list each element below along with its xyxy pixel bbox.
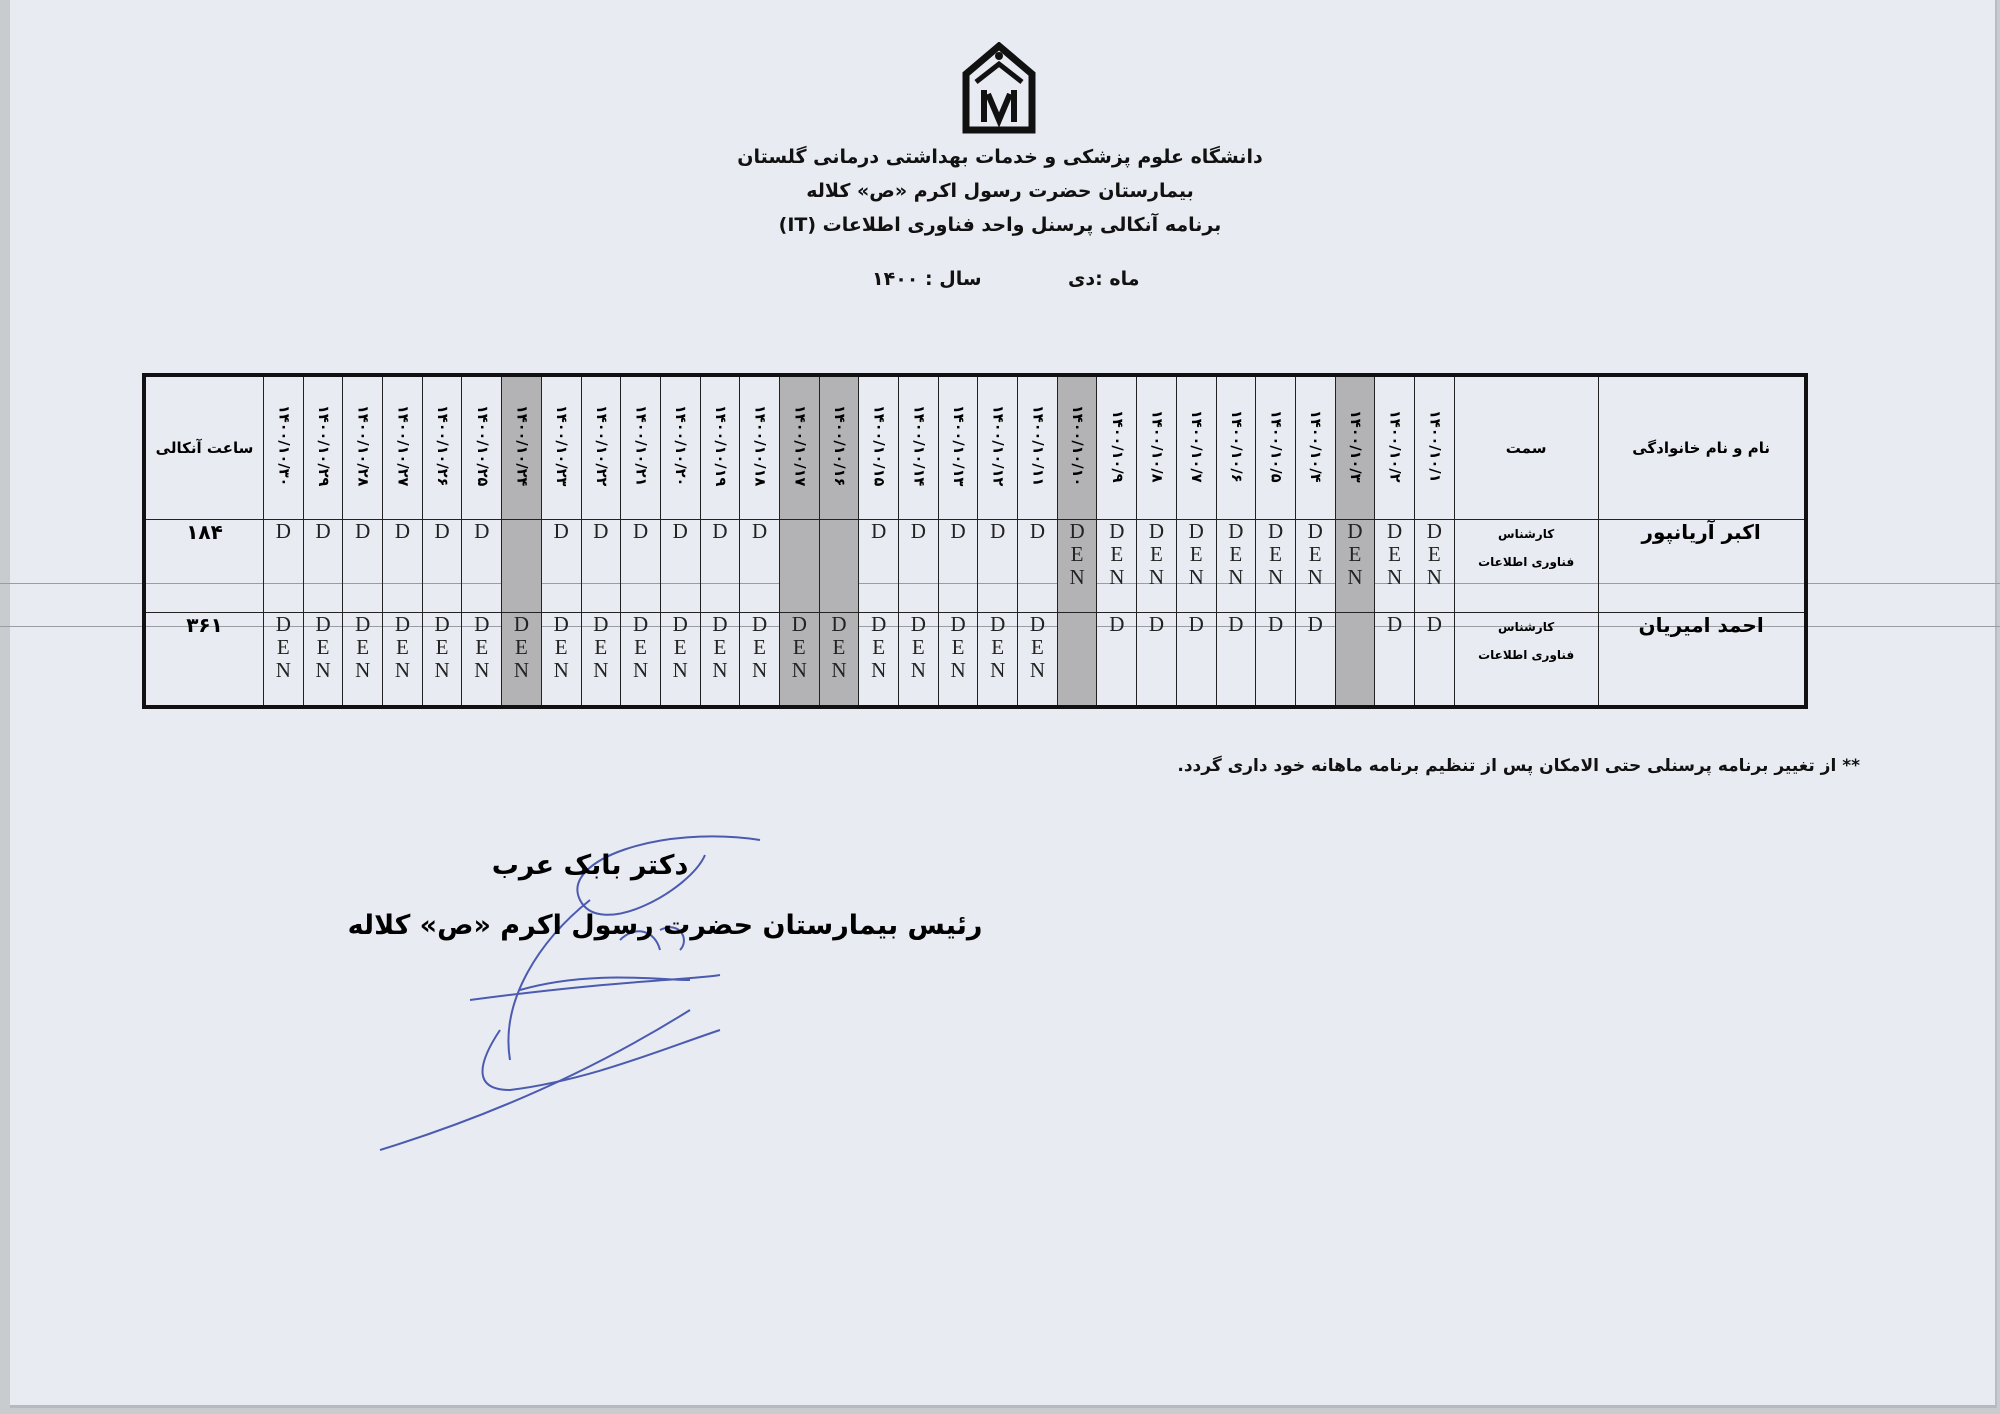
shift-code: D — [712, 519, 728, 543]
date-column-header — [581, 375, 621, 520]
role-line: فناوری اطلاعات — [1478, 555, 1575, 569]
employee-name: اکبر آریانپور — [1598, 520, 1806, 613]
shift-cell — [1097, 613, 1137, 708]
shift-cell — [303, 613, 343, 708]
role-column-header: سمت — [1454, 375, 1598, 520]
shift-cell — [700, 613, 740, 708]
shift-cell — [1414, 520, 1454, 613]
date-label: ۱۴۰۰/۱۰/۲۰ — [672, 405, 689, 487]
date-label: ۱۴۰۰/۱۰/۵ — [1267, 409, 1284, 483]
date-label: ۱۴۰۰/۱۰/۲۳ — [553, 405, 570, 487]
table-header-row — [144, 375, 1806, 520]
shift-code: D — [1228, 519, 1244, 543]
shift-code: D — [752, 519, 768, 543]
shift-code: D — [1426, 612, 1442, 636]
shift-code: E — [1388, 542, 1401, 566]
shift-cell — [819, 613, 859, 708]
university-logo-icon — [958, 42, 1040, 134]
shift-code: D — [275, 612, 291, 636]
shift-cell — [1256, 613, 1296, 708]
shift-code: D — [752, 612, 768, 636]
shift-code: N — [910, 658, 926, 682]
shift-code: N — [672, 658, 688, 682]
date-column-header — [1335, 375, 1375, 520]
shift-code: D — [1347, 519, 1363, 543]
shift-cell — [899, 613, 939, 708]
shift-code: D — [474, 612, 490, 636]
shift-cell — [1018, 520, 1058, 613]
shift-cell — [779, 520, 819, 613]
hospital-title: بیمارستان حضرت رسول اکرم «ص» کلاله — [806, 180, 1194, 202]
shift-code: D — [355, 612, 371, 636]
shift-cell — [1176, 613, 1216, 708]
shift-code: D — [1387, 519, 1403, 543]
shift-code: E — [1229, 542, 1243, 566]
shift-cell — [462, 520, 502, 613]
on-call-schedule-table — [142, 373, 1808, 709]
date-column-header — [343, 375, 383, 520]
signatory-name: دکتر بابک عرب — [491, 850, 689, 881]
role-line: کارشناس — [1498, 527, 1555, 541]
shift-code: E — [673, 635, 687, 659]
date-column-header — [978, 375, 1018, 520]
shift-cell — [1375, 613, 1415, 708]
shift-code: E — [435, 635, 449, 659]
date-column-header — [700, 375, 740, 520]
shift-cell — [1295, 613, 1335, 708]
date-column-header — [1295, 375, 1335, 520]
shift-code: N — [950, 658, 966, 682]
date-column-header — [819, 375, 859, 520]
shift-code: D — [1029, 519, 1045, 543]
date-column-header — [502, 375, 542, 520]
shift-code: E — [1030, 635, 1044, 659]
shift-cell — [264, 613, 304, 708]
shift-code: D — [315, 612, 331, 636]
shift-cell — [1097, 520, 1137, 613]
shift-code: D — [394, 612, 410, 636]
shift-code: N — [1267, 565, 1284, 589]
shift-code: D — [434, 612, 450, 636]
date-column-header — [938, 375, 978, 520]
on-call-hours: ۱۸۴ — [144, 520, 264, 613]
shift-code: E — [1189, 542, 1203, 566]
shift-code: E — [594, 635, 608, 659]
shift-code: N — [831, 658, 847, 682]
shift-cell — [1057, 520, 1097, 613]
shift-code: N — [632, 658, 649, 682]
shift-code: N — [593, 658, 609, 682]
date-label: ۱۴۰۰/۱۰/۲۶ — [434, 405, 451, 487]
shift-code: D — [1307, 612, 1323, 636]
shift-code: D — [553, 519, 569, 543]
shift-cell — [621, 520, 661, 613]
date-column-header — [1018, 375, 1058, 520]
shift-cell — [1335, 613, 1375, 708]
shift-code: E — [753, 635, 766, 659]
shift-code: N — [1109, 565, 1125, 589]
shift-code: E — [554, 635, 568, 659]
date-label: ۱۴۰۰/۱۰/۱۴ — [910, 405, 927, 487]
date-label: ۱۴۰۰/۱۰/۲۸ — [354, 405, 371, 487]
shift-code: D — [1109, 612, 1125, 636]
shift-code: D — [1387, 612, 1403, 636]
shift-code: D — [315, 519, 331, 543]
date-label: ۱۴۰۰/۱۰/۱۸ — [751, 405, 768, 487]
shift-cell — [1057, 613, 1097, 708]
shift-code: E — [1269, 542, 1282, 566]
shift-code: D — [871, 519, 887, 543]
shift-code: D — [1188, 612, 1204, 636]
date-column-header — [1216, 375, 1256, 520]
date-label: ۱۴۰۰/۱۰/۲۱ — [632, 405, 649, 487]
shift-code: D — [672, 519, 688, 543]
shift-code: D — [910, 612, 926, 636]
shift-cell — [660, 520, 700, 613]
shift-code: E — [872, 635, 886, 659]
date-label: ۱۴۰۰/۱۰/۱۱ — [1029, 405, 1046, 487]
shift-code: D — [1109, 519, 1125, 543]
shift-code: D — [355, 519, 371, 543]
shift-code: E — [991, 635, 1005, 659]
date-column-header — [541, 375, 581, 520]
shift-cell — [660, 613, 700, 708]
shift-code: N — [434, 658, 450, 682]
shift-code: E — [1308, 542, 1322, 566]
date-column-header — [621, 375, 661, 520]
date-label: ۱۴۰۰/۱۰/۲ — [1386, 409, 1403, 483]
employee-role — [1454, 520, 1598, 613]
shift-code: N — [513, 658, 530, 682]
shift-cell — [422, 613, 462, 708]
shift-code: D — [632, 612, 649, 636]
shift-cell — [978, 520, 1018, 613]
shift-cell — [581, 520, 621, 613]
shift-code: D — [434, 519, 450, 543]
shift-cell — [1018, 613, 1058, 708]
date-column-header — [859, 375, 899, 520]
shift-cell — [581, 613, 621, 708]
shift-code: N — [1188, 565, 1204, 589]
shift-code: D — [1267, 519, 1284, 543]
date-column-header — [264, 375, 304, 520]
shift-cell — [303, 520, 343, 613]
shift-cell — [1295, 520, 1335, 613]
date-column-header — [899, 375, 939, 520]
hours-column-header: ساعت آنکالی — [144, 375, 264, 520]
shift-code: E — [1427, 542, 1441, 566]
shift-cell — [383, 613, 423, 708]
date-label: ۱۴۰۰/۱۰/۹ — [1108, 409, 1125, 483]
shift-code: D — [275, 519, 291, 543]
shift-code: N — [1307, 565, 1323, 589]
shift-cell — [1137, 520, 1177, 613]
shift-cell — [938, 613, 978, 708]
shift-code: N — [752, 658, 768, 682]
shift-cell — [779, 613, 819, 708]
date-label: ۱۴۰۰/۱۰/۲۷ — [394, 405, 411, 487]
shift-code: D — [672, 612, 688, 636]
role-line: کارشناس — [1498, 620, 1555, 634]
shift-code: D — [553, 612, 569, 636]
shift-code: E — [951, 635, 965, 659]
program-title: برنامه آنکالی پرسنل واحد فناوری اطلاعات (IT) — [778, 214, 1222, 236]
date-column-header — [1256, 375, 1296, 520]
date-label: ۱۴۰۰/۱۰/۲۹ — [315, 405, 332, 487]
shift-code: E — [395, 635, 409, 659]
shift-cell — [541, 613, 581, 708]
shift-code: N — [394, 658, 410, 682]
date-column-header — [740, 375, 780, 520]
shift-code: E — [792, 635, 806, 659]
date-label: ۱۴۰۰/۱۰/۱۶ — [830, 405, 847, 487]
shift-code: E — [911, 635, 925, 659]
shift-code: N — [474, 658, 490, 682]
shift-code: E — [276, 635, 290, 659]
shift-code: D — [1267, 612, 1284, 636]
shift-code: N — [791, 658, 807, 682]
shift-code: E — [713, 635, 727, 659]
date-label: ۱۴۰۰/۱۰/۳۰ — [275, 405, 292, 487]
shift-code: N — [315, 658, 331, 682]
shift-code: N — [1029, 658, 1045, 682]
shift-cell — [502, 520, 542, 613]
date-label: ۱۴۰۰/۱۰/۸ — [1148, 409, 1165, 483]
name-column-header: نام و نام خانوادگی — [1598, 375, 1806, 520]
shift-cell — [859, 613, 899, 708]
shift-code: E — [475, 635, 489, 659]
shift-code: E — [316, 635, 330, 659]
shift-cell — [1216, 520, 1256, 613]
document-header — [0, 140, 2000, 242]
shift-code: D — [950, 519, 966, 543]
date-label: ۱۴۰۰/۱۰/۱۹ — [711, 405, 728, 487]
shift-cell — [1414, 613, 1454, 708]
shift-code: D — [990, 612, 1006, 636]
date-column-header — [779, 375, 819, 520]
shift-code: N — [1069, 565, 1085, 589]
date-label: ۱۴۰۰/۱۰/۱۵ — [870, 405, 887, 487]
month-label: ماه :دی — [1068, 268, 1140, 290]
shift-code: D — [871, 612, 887, 636]
shift-cell — [938, 520, 978, 613]
date-column-header — [383, 375, 423, 520]
date-column-header — [1375, 375, 1415, 520]
shift-cell — [1335, 520, 1375, 613]
shift-code: E — [1110, 542, 1124, 566]
shift-code: N — [1347, 565, 1363, 589]
date-label: ۱۴۰۰/۱۰/۴ — [1307, 409, 1324, 483]
shift-code: D — [1188, 519, 1204, 543]
shift-cell — [740, 613, 780, 708]
shift-code: E — [356, 635, 370, 659]
shift-cell — [541, 520, 581, 613]
date-column-header — [1057, 375, 1097, 520]
shift-code: D — [791, 612, 807, 636]
shift-code: D — [950, 612, 966, 636]
shift-code: D — [1029, 612, 1045, 636]
shift-code: N — [712, 658, 728, 682]
shift-code: E — [832, 635, 846, 659]
shift-cell — [1176, 520, 1216, 613]
shift-code: N — [1426, 565, 1442, 589]
shift-code: D — [394, 519, 410, 543]
date-column-header — [1414, 375, 1454, 520]
shift-cell — [740, 520, 780, 613]
shift-cell — [1256, 520, 1296, 613]
date-label: ۱۴۰۰/۱۰/۱۲ — [989, 405, 1006, 487]
shift-code: D — [910, 519, 926, 543]
shift-code: N — [1387, 565, 1403, 589]
shift-cell — [899, 520, 939, 613]
date-column-header — [1176, 375, 1216, 520]
date-column-header — [303, 375, 343, 520]
shift-code: N — [871, 658, 887, 682]
shift-code: E — [1150, 542, 1163, 566]
date-column-header — [1137, 375, 1177, 520]
shift-code: D — [632, 519, 649, 543]
date-column-header — [660, 375, 700, 520]
date-label: ۱۴۰۰/۱۰/۲۴ — [513, 405, 530, 487]
shift-code: E — [1348, 542, 1362, 566]
date-label: ۱۴۰۰/۱۰/۲۵ — [473, 405, 490, 487]
date-label: ۱۴۰۰/۱۰/۱۷ — [791, 405, 808, 487]
shift-code: E — [1070, 542, 1084, 566]
shift-cell — [383, 520, 423, 613]
date-label: ۱۴۰۰/۱۰/۱ — [1426, 409, 1443, 483]
shift-cell — [264, 520, 304, 613]
date-column-header — [1097, 375, 1137, 520]
shift-code: N — [1148, 565, 1165, 589]
date-label: ۱۴۰۰/۱۰/۱۳ — [950, 405, 967, 487]
schedule-note: ** از تغییر برنامه پرسنلی حتی الامکان پس از تنظیم برنامه ماهانه خود داری گردد. — [1177, 756, 1860, 776]
date-label: ۱۴۰۰/۱۰/۷ — [1188, 409, 1205, 483]
shift-cell — [621, 613, 661, 708]
shift-code: D — [474, 519, 490, 543]
shift-code: D — [990, 519, 1006, 543]
shift-code: N — [275, 658, 291, 682]
shift-cell — [343, 613, 383, 708]
shift-cell — [422, 520, 462, 613]
shift-cell — [1216, 613, 1256, 708]
shift-code: D — [1426, 519, 1442, 543]
shift-cell — [819, 520, 859, 613]
date-column-header — [422, 375, 462, 520]
date-label: ۱۴۰۰/۱۰/۶ — [1227, 409, 1244, 483]
shift-code: N — [990, 658, 1006, 682]
employee-name: احمد امیریان — [1598, 613, 1806, 708]
shift-code: D — [1228, 612, 1244, 636]
shift-code: N — [553, 658, 569, 682]
shift-cell — [978, 613, 1018, 708]
table-row — [144, 520, 1806, 613]
shift-code: D — [513, 612, 530, 636]
shift-code: D — [1148, 519, 1165, 543]
shift-code: D — [1148, 612, 1165, 636]
shift-code: D — [712, 612, 728, 636]
shift-cell — [343, 520, 383, 613]
date-column-header — [462, 375, 502, 520]
shift-code: D — [593, 519, 609, 543]
shift-code: N — [1228, 565, 1244, 589]
date-label: ۱۴۰۰/۱۰/۱۰ — [1069, 405, 1086, 487]
shift-cell — [1137, 613, 1177, 708]
signatory-title: رئیس بیمارستان حضرت رسول اکرم «ص» کلاله — [347, 910, 983, 941]
shift-cell — [1375, 520, 1415, 613]
year-label: سال : ۱۴۰۰ — [872, 268, 982, 290]
shift-cell — [462, 613, 502, 708]
shift-code: D — [593, 612, 609, 636]
employee-role — [1454, 613, 1598, 708]
shift-cell — [502, 613, 542, 708]
shift-code: D — [831, 612, 847, 636]
university-title: دانشگاه علوم پزشکی و خدمات بهداشتی درمانی گلستان — [737, 146, 1263, 168]
shift-code: E — [634, 635, 647, 659]
date-label: ۱۴۰۰/۱۰/۳ — [1346, 409, 1363, 483]
role-line: فناوری اطلاعات — [1478, 648, 1575, 662]
shift-cell — [700, 520, 740, 613]
shift-cell — [859, 520, 899, 613]
shift-code: N — [355, 658, 371, 682]
handwritten-signature — [360, 830, 820, 1170]
date-label: ۱۴۰۰/۱۰/۲۲ — [592, 405, 609, 487]
shift-code: E — [515, 635, 528, 659]
table-row — [144, 613, 1806, 708]
shift-code: D — [1069, 519, 1085, 543]
on-call-hours: ۳۶۱ — [144, 613, 264, 708]
shift-code: D — [1307, 519, 1323, 543]
